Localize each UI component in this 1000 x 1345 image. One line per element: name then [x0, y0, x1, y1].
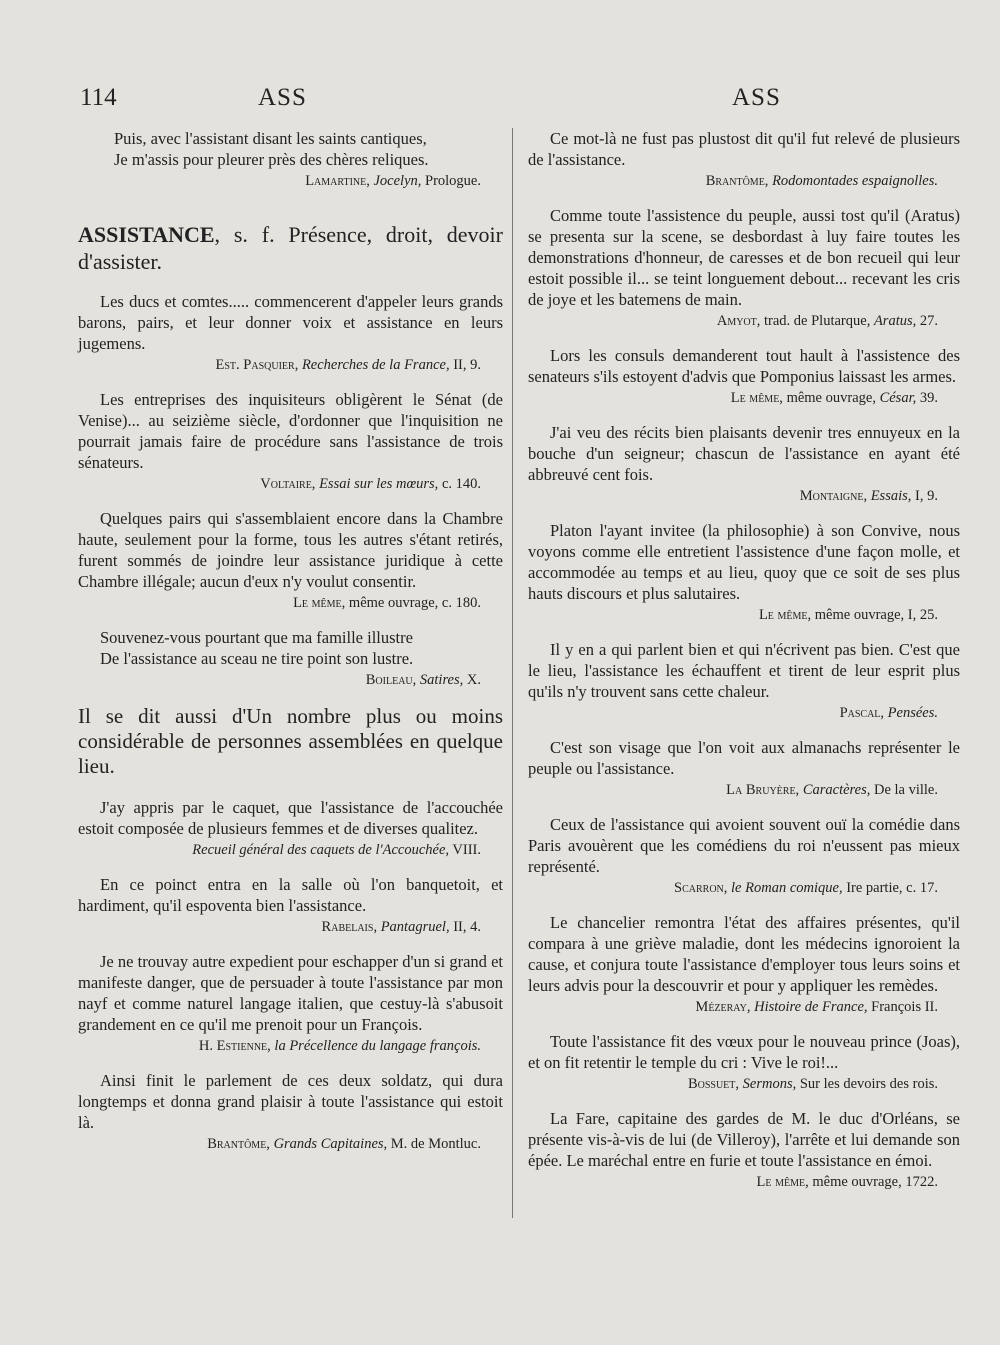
citation	[78, 474, 481, 494]
citation-work: Grands Capitaines,	[273, 1136, 388, 1152]
quotation	[78, 951, 503, 1056]
left-column	[78, 128, 503, 1168]
quotation-text: Platon l'ayant invitee (la philosophie) à son Convive, nous voyons comme elle entretient l'assistence d'une façon molle, et accommodée au temps et au lieu, quoy que ce soit de ses plus hauts discours et plus salutaires.	[528, 521, 960, 603]
quotation	[528, 422, 960, 506]
citation-ref: VIII.	[452, 842, 481, 858]
citation	[528, 605, 938, 625]
headword-definition: , s. f. Présence, droit, devoir d'assister.	[78, 222, 503, 274]
quotation-text: Ce mot-là ne fust pas plustost dit qu'il fut relevé de plusieurs de l'assistance.	[528, 129, 960, 169]
citation-work: Jocelyn,	[373, 173, 422, 189]
quotation-text: Les entreprises des inquisiteurs obligèrent le Sénat (de Venise)... au seizième siècle, d'ordonner que l'inquisition ne pourrait jamais faire de procédure sans l'assistance de trois sénateurs.	[78, 390, 503, 472]
citation-work: Histoire de France,	[754, 999, 868, 1015]
citation-ref: I, 9.	[915, 488, 938, 504]
citation-author: La Bruyère,	[726, 782, 800, 798]
running-head-right: ASS	[732, 84, 781, 111]
citation	[528, 171, 938, 191]
quotation-text: Comme toute l'assistence du peuple, aussi tost qu'il (Aratus) se presenta sur la scene, se desbordast à luy faire toutes les demonstrations d'honneur, de caresses et de bon recueil qui leur estoit possible il... se teint longuement debout... recevant les cris de joye et les batemens de main.	[528, 206, 960, 309]
quotation-text: Quelques pairs qui s'assemblaient encore dans la Chambre haute, seulement pour la forme, tous les autres s'étant retirés, furent sommés de joindre leur assistance juridique à cette Chambre illégale; aucun d'eux n'y voulut consentir.	[78, 509, 503, 591]
citation-work: Aratus,	[873, 313, 917, 329]
citation-work: Caractères,	[802, 782, 871, 798]
verse-line: De l'assistance au sceau ne tire point son lustre.	[100, 649, 414, 668]
quotation-text: Je ne trouvay autre expedient pour eschapper d'un si grand et manifeste danger, que de persuader à toute l'assistance par mon nayf et comme naturel langage italien, que cestuy-là s'abusoit grandement en ce qu'il me prenoit pour un François.	[78, 952, 503, 1034]
citation-work: Pensées.	[887, 705, 938, 721]
quotation	[528, 912, 960, 1017]
citation-author: Amyot,	[716, 313, 761, 329]
citation-author: Montaigne,	[799, 488, 868, 504]
citation	[528, 997, 938, 1017]
quotation	[528, 1108, 960, 1192]
quotation-text: Les ducs et comtes..... commencerent d'appeler leurs grands barons, pairs, et leur donner voix et assistance en leurs jugemens.	[78, 292, 503, 353]
citation-author: Le même,	[758, 607, 812, 623]
quotation	[78, 508, 503, 613]
headword-entry	[78, 221, 503, 275]
citation-author: Le même,	[730, 390, 783, 406]
citation-author: Boileau,	[365, 672, 417, 688]
citation-work: Essai sur les mœurs,	[319, 476, 439, 492]
quotation-text: C'est son visage que l'on voit aux almanachs représenter le peuple ou l'assistance.	[528, 738, 960, 778]
citation	[528, 878, 938, 898]
citation-author: H. Estienne,	[198, 1038, 271, 1054]
quotation	[528, 128, 960, 191]
citation	[528, 1172, 938, 1192]
quotation-text: Ainsi finit le parlement de ces deux soldatz, qui dura longtemps et donna grand plaisir à toute l'assistance qui estoit là.	[78, 1071, 503, 1132]
citation-ref: X.	[466, 672, 481, 688]
quotation	[528, 1031, 960, 1094]
citation-ref: François II.	[871, 999, 938, 1015]
citation	[528, 311, 938, 331]
citation	[78, 840, 481, 860]
citation-work: Sermons,	[742, 1076, 797, 1092]
citation-ref: II, 4.	[453, 919, 481, 935]
citation-work: la Précellence du langage françois.	[274, 1038, 481, 1054]
citation-work: Pantagruel,	[380, 919, 450, 935]
verse-quotation	[78, 627, 503, 690]
quotation	[528, 345, 960, 408]
citation-author: Brantôme,	[705, 173, 769, 189]
citation-work: Essais,	[870, 488, 912, 504]
citation-ref: M. de Montluc.	[390, 1136, 481, 1152]
quotation-text: Toute l'assistance fit des vœux pour le nouveau prince (Joas), et on fit retentir le temple du cri : Vive le roi!...	[528, 1032, 960, 1072]
citation-author: Le même,	[293, 595, 346, 611]
running-head-left: ASS	[258, 84, 307, 111]
quotation	[528, 814, 960, 898]
quotation-text: Ceux de l'assistance qui avoient souvent ouï la comédie dans Paris avouèrent que les comédiens du roi n'eussent pas mieux représenté.	[528, 815, 960, 876]
quotation	[78, 1070, 503, 1154]
verse-quotation	[78, 128, 503, 191]
citation-work: Satires,	[419, 672, 464, 688]
citation-author: Voltaire,	[260, 476, 316, 492]
citation-ref: même ouvrage, 1722.	[812, 1174, 938, 1190]
sense-definition: Il se dit aussi d'Un nombre plus ou moins considérable de personnes assemblées en quelque lieu.	[78, 704, 503, 778]
page-number: 114	[80, 84, 117, 111]
citation	[528, 388, 938, 408]
page-header	[0, 84, 1000, 120]
quotation-text: Il y en a qui parlent bien et qui n'écrivent pas bien. C'est que le lieu, l'assistance les échauffent et tirent de leur esprit plus qu'ils n'y trouvent sans cette chaleur.	[528, 640, 960, 701]
quotation-text: J'ai veu des récits bien plaisants devenir tres ennuyeux en la bouche d'un seigneur; chascun de l'assistance en ayant été abbreuvé cent fois.	[528, 423, 960, 484]
citation-work: César,	[879, 390, 917, 406]
citation	[78, 1036, 481, 1056]
citation	[528, 1074, 938, 1094]
citation-pre: même ouvrage,	[786, 390, 876, 406]
headword: ASSISTANCE	[78, 222, 215, 247]
citation-ref: Prologue.	[425, 173, 481, 189]
citation-author: Brantôme,	[207, 1136, 270, 1152]
citation	[528, 703, 938, 723]
citation-work: Rodomontades espaignolles.	[772, 173, 938, 189]
citation-author: Est. Pasquier,	[215, 357, 299, 373]
quotation-text: J'ay appris par le caquet, que l'assistance de l'accouchée estoit composée de plusieurs femmes et de diverses qualitez.	[78, 798, 503, 838]
quotation	[78, 389, 503, 494]
quotation	[528, 737, 960, 800]
right-column	[528, 128, 960, 1206]
citation	[78, 171, 481, 191]
citation	[528, 780, 938, 800]
quotation	[78, 874, 503, 937]
citation	[78, 355, 481, 375]
citation-ref: c. 140.	[441, 476, 481, 492]
quotation-text: Lors les consuls demanderent tout hault à l'assistence des senateurs s'ils estoyent d'advis que Pomponius laissast les armes.	[528, 346, 960, 386]
quotation-text: En ce poinct entra en la salle où l'on banquetoit, et hardiment, qu'il espoventa bien l'assistance.	[78, 875, 503, 915]
quotation	[78, 291, 503, 375]
citation-ref: Sur les devoirs des rois.	[799, 1076, 938, 1092]
citation-ref: Ire partie, c. 17.	[846, 880, 938, 896]
citation-work: Recherches de la France,	[301, 357, 450, 373]
citation	[528, 486, 938, 506]
verse-line: Je m'assis pour pleurer près des chères reliques.	[114, 150, 429, 169]
citation-author: Le même,	[756, 1174, 809, 1190]
citation-author: Bossuet,	[687, 1076, 740, 1092]
column-divider	[512, 128, 513, 1218]
citation-ref: De la ville.	[873, 782, 938, 798]
citation-author: Scarron,	[674, 880, 728, 896]
citation-ref: II, 9.	[453, 357, 481, 373]
quotation-text: Le chancelier remontra l'état des affaires présentes, qu'il compara à une griève maladie, dont les médecins ignoroient la cause, et conjura toute l'assistance d'employer tous leurs soins et leurs advis pour la descouvrir et pour y appliquer les remèdes.	[528, 913, 960, 995]
citation-ref: 39.	[919, 390, 938, 406]
citation-ref: même ouvrage, c. 180.	[348, 595, 481, 611]
quotation-text: La Fare, capitaine des gardes de M. le duc d'Orléans, se présente vis-à-vis de lui (de Villeroy), l'arrête et lui demande son épée. Le maréchal entre en furie et toute l'assistance en émoi.	[528, 1109, 960, 1170]
quotation	[78, 797, 503, 860]
verse-line: Souvenez-vous pourtant que ma famille illustre	[100, 628, 413, 647]
citation-work: le Roman comique,	[731, 880, 843, 896]
citation-ref: même ouvrage, I, 25.	[814, 607, 938, 623]
citation-ref: 27.	[919, 313, 938, 329]
quotation	[528, 520, 960, 625]
citation	[78, 593, 481, 613]
citation-author: Mézeray,	[695, 999, 751, 1015]
citation-author: Pascal,	[839, 705, 885, 721]
citation	[78, 917, 481, 937]
citation-work: Recueil général des caquets de l'Accouchée,	[192, 842, 450, 858]
citation-pre: trad. de Plutarque,	[764, 313, 871, 329]
verse-line: Puis, avec l'assistant disant les saints cantiques,	[114, 129, 427, 148]
citation-author: Lamartine,	[305, 173, 370, 189]
quotation	[528, 639, 960, 723]
citation	[78, 1134, 481, 1154]
citation	[78, 670, 481, 690]
quotation	[528, 205, 960, 331]
citation-author: Rabelais,	[321, 919, 378, 935]
